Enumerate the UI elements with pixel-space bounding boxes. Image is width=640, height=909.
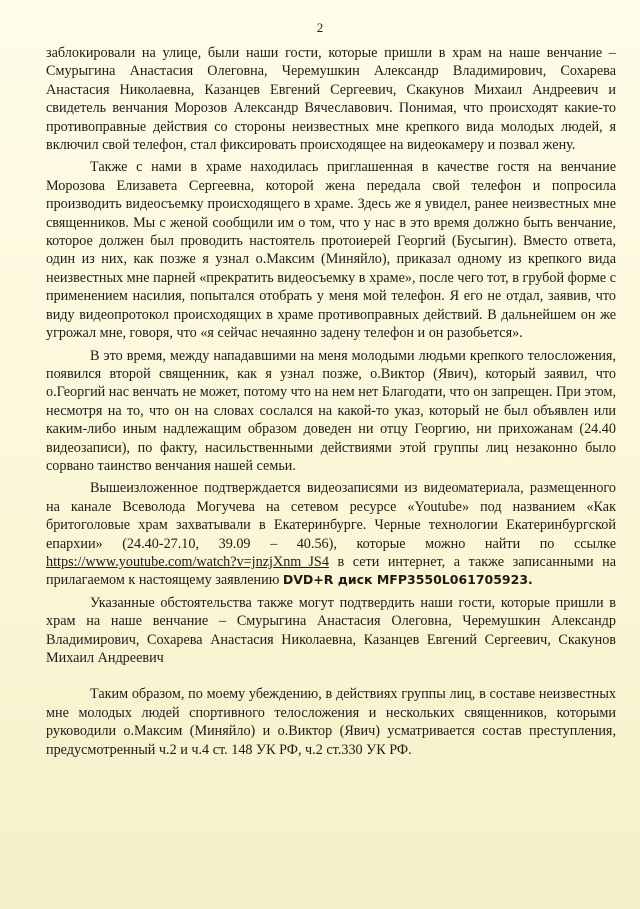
paragraph-6: Таким образом, по моему убеждению, в действиях группы лиц, в составе неизвестных мне молодых людей спортивного телосложения и нескольких священников, которыми руководили о.Максим (Миняйло) и о.Виктор (Явич) усматривается состав преступления, предусмотренный ч.2 и ч.4 ст. 148 УК РФ, ч.2 ст.330 УК РФ. (46, 686, 616, 758)
paragraph-1: заблокировали на улице, были наши гости, которые пришли в храм на наше венчание – Смурыгина Анастасия Олеговна, Черемушкин Александр Владимирович, Сохарева Анастасия Николаевна, Казанцев Евгений Сергеевич, Скакунов Михаил Андреевич и свидетель венчания Морозов Александр Вячеславович. Понимая, что происходят какие-то противоправные действия со стороны неизвестных мне крепкого вида молодых людей, я включил свой телефон, стал фиксировать происходящее на видеокамеру и позвал жену. (46, 45, 616, 154)
dvd-disk-label: DVD+R диск MFP3550L061705923. (282, 572, 533, 588)
paragraph-3: В это время, между нападавшими на меня молодыми людьми крепкого телосложения, появился второй священник, как я узнал позже, о.Виктор (Явич), который заявил, что о.Георгий нас венчать не может, потому что на нем нет Благодати, что он запрещен. При этом, несмотря на то, что он на словах сослался на какой-то указ, который не был объявлен или каким-либо иным надлежащим образом доведен ни отцу Георгию, ни прихожанам (24.40 видеозаписи), по факту, насильственными действиями этой группы лиц незаконно было сорвано таинство венчания нашей семьи. (46, 347, 616, 474)
paragraph-4-text-before-link: Вышеизложенное подтверждается видеозаписями из видеоматериала, размещенного на канале Всеволода Могучева на сетевом ресурсе «Youtube» под названием «Как бритоголовые храм захватывали в Екатеринбурге. Черные технологии Екатеринбургской епархии» (24.40-27.10, 39.09 – 40.56), которые можно найти по ссылке (46, 480, 616, 552)
page-number: 2 (316, 20, 324, 35)
paragraph-2: Также с нами в храме находилась приглашенная в качестве гостя на венчание Морозова Елизавета Сергеевна, которой жена передала свой телефон и попросила производить видеосъемку происходящего в храме. Здесь же я увидел, ранее неизвестных мне священников. Мы с женой сообщили им о том, что у нас в это время должно быть венчание, которое должен был проводить настоятель протоиерей Георгий (Бусыгин). Вместо ответа, один из них, как позже я узнал о.Максим (Миняйло), приказал одному из крепкого вида неизвестных мне парней «прекратить видеосъемку в храме», после чего тот, в грубой форме с применением насилия, попытался отобрать у меня мой телефон. Я его не отдал, заявив, что виду видеопротокол происходящих в храме противоправных действий. В дальнейшем он же угрожал мне, говоря, что «я сейчас нечаянно задену телефон и он разобьется». (46, 159, 616, 342)
document-body (46, 44, 616, 759)
paragraph-4 (46, 479, 616, 589)
paragraph-5: Указанные обстоятельства также могут подтвердить наши гости, которые пришли в храм на наше венчание – Смурыгина Анастасия Олеговна, Черемушкин Александр Владимирович, Сохарева Анастасия Николаевна, Казанцев Евгений Сергеевич, Скакунов Михаил Андреевич (46, 594, 616, 666)
youtube-link[interactable]: https://www.youtube.com/watch?v=jnzjXnm_JS4 (46, 553, 329, 570)
paragraph-4-text-after-link: в сети интернет, а также записанными на прилагаемом к настоящему заявлению (46, 553, 616, 589)
